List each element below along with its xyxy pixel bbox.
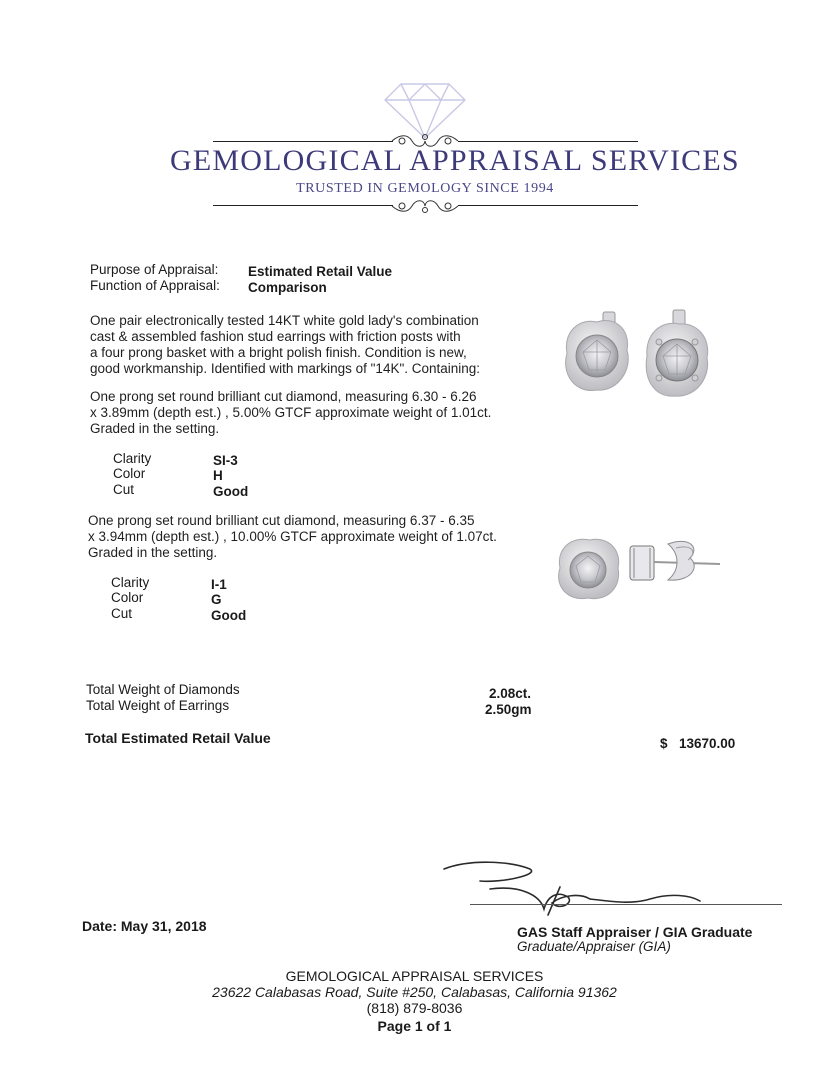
item-description xyxy=(90,313,480,377)
purpose-label: Purpose of Appraisal: xyxy=(90,262,219,277)
function-value: Comparison xyxy=(248,280,327,295)
company-tagline: TRUSTED IN GEMOLOGY SINCE 1994 xyxy=(296,181,554,196)
purpose-value: Estimated Retail Value xyxy=(248,264,393,279)
header-rule-bottom-left xyxy=(213,205,393,206)
footer-phone: (818) 879-8036 xyxy=(366,1000,463,1016)
header-rule-top-left xyxy=(213,141,393,142)
date-text: Date: May 31, 2018 xyxy=(82,918,207,934)
signature-line xyxy=(470,904,782,905)
currency-symbol: $ xyxy=(660,736,668,751)
header-rule-top-right xyxy=(458,141,638,142)
stone-1-clarity-value: SI-3 xyxy=(213,453,238,468)
total-earrings-label: Total Weight of Earrings xyxy=(86,698,230,713)
appraiser-subtitle: Graduate/Appraiser (GIA) xyxy=(517,939,671,954)
description-line: cast & assembled fashion stud earrings with friction posts with xyxy=(90,329,461,344)
page-number: Page 1 of 1 xyxy=(377,1018,452,1034)
stone-2-clarity-label: Clarity xyxy=(111,575,150,590)
stone-1-color-value: H xyxy=(213,468,223,483)
stone-1-clarity-label: Clarity xyxy=(113,451,152,466)
company-name-header: GEMOLOGICAL APPRAISAL SERVICES xyxy=(170,144,740,177)
stone-line: Graded in the setting. xyxy=(88,545,218,560)
stone-1-cut-label: Cut xyxy=(113,482,135,497)
description-line: a four prong basket with a bright polish finish. Condition is new, xyxy=(90,345,467,360)
header-rule-bottom-right xyxy=(458,205,638,206)
function-label: Function of Appraisal: xyxy=(90,278,220,293)
stone-line: Graded in the setting. xyxy=(90,421,220,436)
stone-1-cut-value: Good xyxy=(213,484,249,499)
earrings-front-photo xyxy=(555,308,715,408)
appraiser-title: GAS Staff Appraiser / GIA Graduate xyxy=(517,924,753,940)
total-retail-value: 13670.00 xyxy=(679,736,736,751)
stone-1-color-label: Color xyxy=(113,466,146,481)
total-diamonds-label: Total Weight of Diamonds xyxy=(86,682,240,697)
stone-2-cut-value: Good xyxy=(211,608,247,623)
stone-2-color-label: Color xyxy=(111,590,144,605)
stone-2-clarity-value: I-1 xyxy=(211,577,227,592)
stone-line: x 3.94mm (depth est.) , 10.00% GTCF approximate weight of 1.07ct. xyxy=(88,529,497,544)
total-retail-label: Total Estimated Retail Value xyxy=(85,730,271,746)
description-line: good workmanship. Identified with markings of "14K". Containing: xyxy=(90,361,481,376)
flourish-bottom-icon xyxy=(390,197,460,215)
footer xyxy=(0,968,829,1034)
stone-line: One prong set round brilliant cut diamond, measuring 6.37 - 6.35 xyxy=(88,513,475,528)
diamond-logo-icon xyxy=(383,80,467,140)
signature-image xyxy=(440,855,780,920)
description-line: One pair electronically tested 14KT white gold lady's combination xyxy=(90,313,479,328)
stone-2-color-value: G xyxy=(211,592,222,607)
stone-line: One prong set round brilliant cut diamond, measuring 6.30 - 6.26 xyxy=(90,389,477,404)
stone-1-description xyxy=(90,389,491,437)
total-earrings-value: 2.50gm xyxy=(485,702,532,717)
earrings-side-photo xyxy=(550,530,730,605)
footer-company: GEMOLOGICAL APPRAISAL SERVICES xyxy=(285,968,544,984)
stone-2-description xyxy=(88,513,497,561)
total-diamonds-value: 2.08ct. xyxy=(489,686,532,701)
footer-address: 23622 Calabasas Road, Suite #250, Calabasas, California 91362 xyxy=(212,984,617,1000)
stone-2-cut-label: Cut xyxy=(111,606,133,621)
stone-line: x 3.89mm (depth est.) , 5.00% GTCF approximate weight of 1.01ct. xyxy=(90,405,492,420)
